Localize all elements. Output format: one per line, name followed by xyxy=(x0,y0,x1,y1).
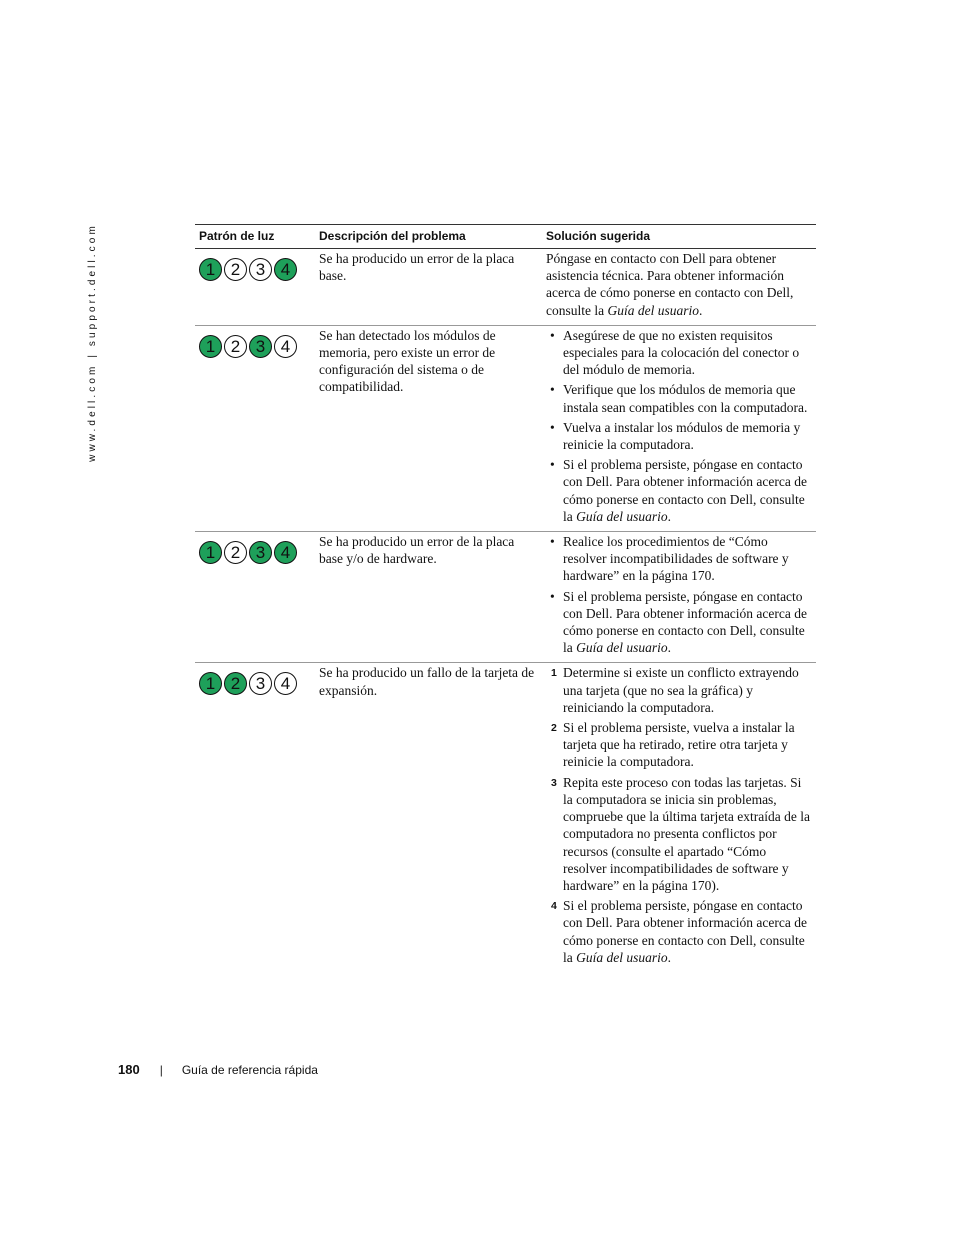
table-header-row xyxy=(195,225,816,249)
diagnostic-light-icon: 3 xyxy=(249,258,272,281)
diagnostic-light-icon: 4 xyxy=(274,335,297,358)
diagnostic-light-icon: 1 xyxy=(199,672,222,695)
light-pattern-cell xyxy=(195,325,315,531)
solution-text: Póngase en contacto con Dell para obtener asistencia técnica. Para obtener información acerca de cómo ponerse en contacto con Dell, consulte la xyxy=(546,251,794,318)
diagnostic-light-icon: 4 xyxy=(274,258,297,281)
diagnostic-light-icon: 2 xyxy=(224,335,247,358)
light-pattern-cell xyxy=(195,663,315,972)
list-item: • Asegúrese de que no existen requisitos especiales para la colocación del conector o del módulo de memoria. xyxy=(546,327,812,379)
step-number: 3 xyxy=(551,776,557,789)
footer-separator: | xyxy=(159,1062,163,1077)
diagnostic-lights-table xyxy=(195,224,816,972)
problem-description: Se han detectado los módulos de memoria, pero existe un error de configuración del sistema o de compatibilidad. xyxy=(315,325,542,531)
diagnostic-light-icon: 1 xyxy=(199,258,222,281)
suggested-solution xyxy=(542,532,816,663)
solution-bullet-list xyxy=(546,533,812,656)
user-guide-reference: Guía del usuario xyxy=(576,508,668,524)
table-row xyxy=(195,663,816,972)
diagnostic-light-icon: 2 xyxy=(224,258,247,281)
step-number: 1 xyxy=(551,667,557,680)
suggested-solution xyxy=(542,663,816,972)
solution-end: . xyxy=(699,302,703,318)
diagnostic-light-icon: 2 xyxy=(224,541,247,564)
user-guide-reference: Guía del usuario xyxy=(576,949,668,965)
solution-bullet-list xyxy=(546,327,812,525)
diagnostic-light-icon: 3 xyxy=(249,672,272,695)
problem-description: Se ha producido un fallo de la tarjeta de expansión. xyxy=(319,665,535,698)
diagnostic-light-icon: 4 xyxy=(274,541,297,564)
list-item: 1 Determine si existe un conflicto extrayendo una tarjeta (que no sea la gráfica) y reiniciando la computadora. xyxy=(551,665,799,715)
diagnostic-light-icon: 1 xyxy=(199,541,222,564)
light-pattern-cell xyxy=(195,249,315,326)
step-number: 4 xyxy=(551,900,557,913)
list-item: 4 Si el problema persiste, póngase en contacto con Dell. Para obtener información acerca de cómo ponerse en contacto con Dell, consulte la Guía del usuario. xyxy=(551,898,808,965)
user-guide-reference: Guía del usuario xyxy=(576,640,668,656)
sidebar-url xyxy=(85,224,99,460)
list-item: 2 Si el problema persiste, vuelva a instalar la tarjeta que ha retirado, retire otra tarjeta y reinicie la computadora. xyxy=(551,720,795,770)
header-light-pattern: Patrón de luz xyxy=(195,225,315,249)
table-row xyxy=(195,325,816,531)
table-row xyxy=(195,249,816,326)
problem-description: Se ha producido un error de la placa base y/o de hardware. xyxy=(315,532,542,663)
list-item: 3 Repita este proceso con todas las tarjetas. Si la computadora se inicia sin problemas, compruebe que la última tarjeta extraída de la computadora no presenta conflictos por recursos (consulte el apartado “Cómo resolver incompatibilidades de software y hardware” en la página 170). xyxy=(551,774,811,893)
list-item: • Realice los procedimientos de “Cómo resolver incompatibilidades de software y hardware” en la página 170. xyxy=(546,533,812,585)
suggested-solution xyxy=(542,325,816,531)
light-pattern xyxy=(199,250,311,281)
step-number: 2 xyxy=(551,722,557,735)
diagnostic-light-icon: 3 xyxy=(249,541,272,564)
light-pattern xyxy=(199,664,311,695)
diagnostic-light-icon: 1 xyxy=(199,335,222,358)
document-title: Guía de referencia rápida xyxy=(181,1062,318,1077)
list-item: • Si el problema persiste, póngase en contacto con Dell. Para obtener información acerca de cómo ponerse en contacto con Dell, consulte la Guía del usuario. xyxy=(546,588,812,657)
problem-description: Se ha producido un error de la placa base. xyxy=(315,249,542,326)
user-guide-reference: Guía del usuario xyxy=(607,302,699,318)
solution-step-list xyxy=(546,664,812,965)
diagnostic-light-icon: 2 xyxy=(224,672,247,695)
light-pattern-cell xyxy=(195,532,315,663)
list-item: • Verifique que los módulos de memoria que instala sean compatibles con la computadora. xyxy=(546,381,812,415)
page-footer xyxy=(118,1062,318,1077)
header-suggested-solution: Solución sugerida xyxy=(542,225,816,249)
diagnostic-light-icon: 4 xyxy=(274,672,297,695)
header-problem-description: Descripción del problema xyxy=(315,225,542,249)
light-pattern xyxy=(199,533,311,564)
sidebar-url-text: www.dell.com | support.dell.com xyxy=(86,222,98,462)
suggested-solution xyxy=(542,249,816,326)
light-pattern xyxy=(199,327,311,358)
diagnostic-light-icon: 3 xyxy=(249,335,272,358)
table-row xyxy=(195,532,816,663)
page-number: 180 xyxy=(118,1062,140,1077)
list-item: • Si el problema persiste, póngase en contacto con Dell. Para obtener información acerca de cómo ponerse en contacto con Dell, consulte la Guía del usuario. xyxy=(546,456,812,525)
list-item: • Vuelva a instalar los módulos de memoria y reinicie la computadora. xyxy=(546,419,812,453)
